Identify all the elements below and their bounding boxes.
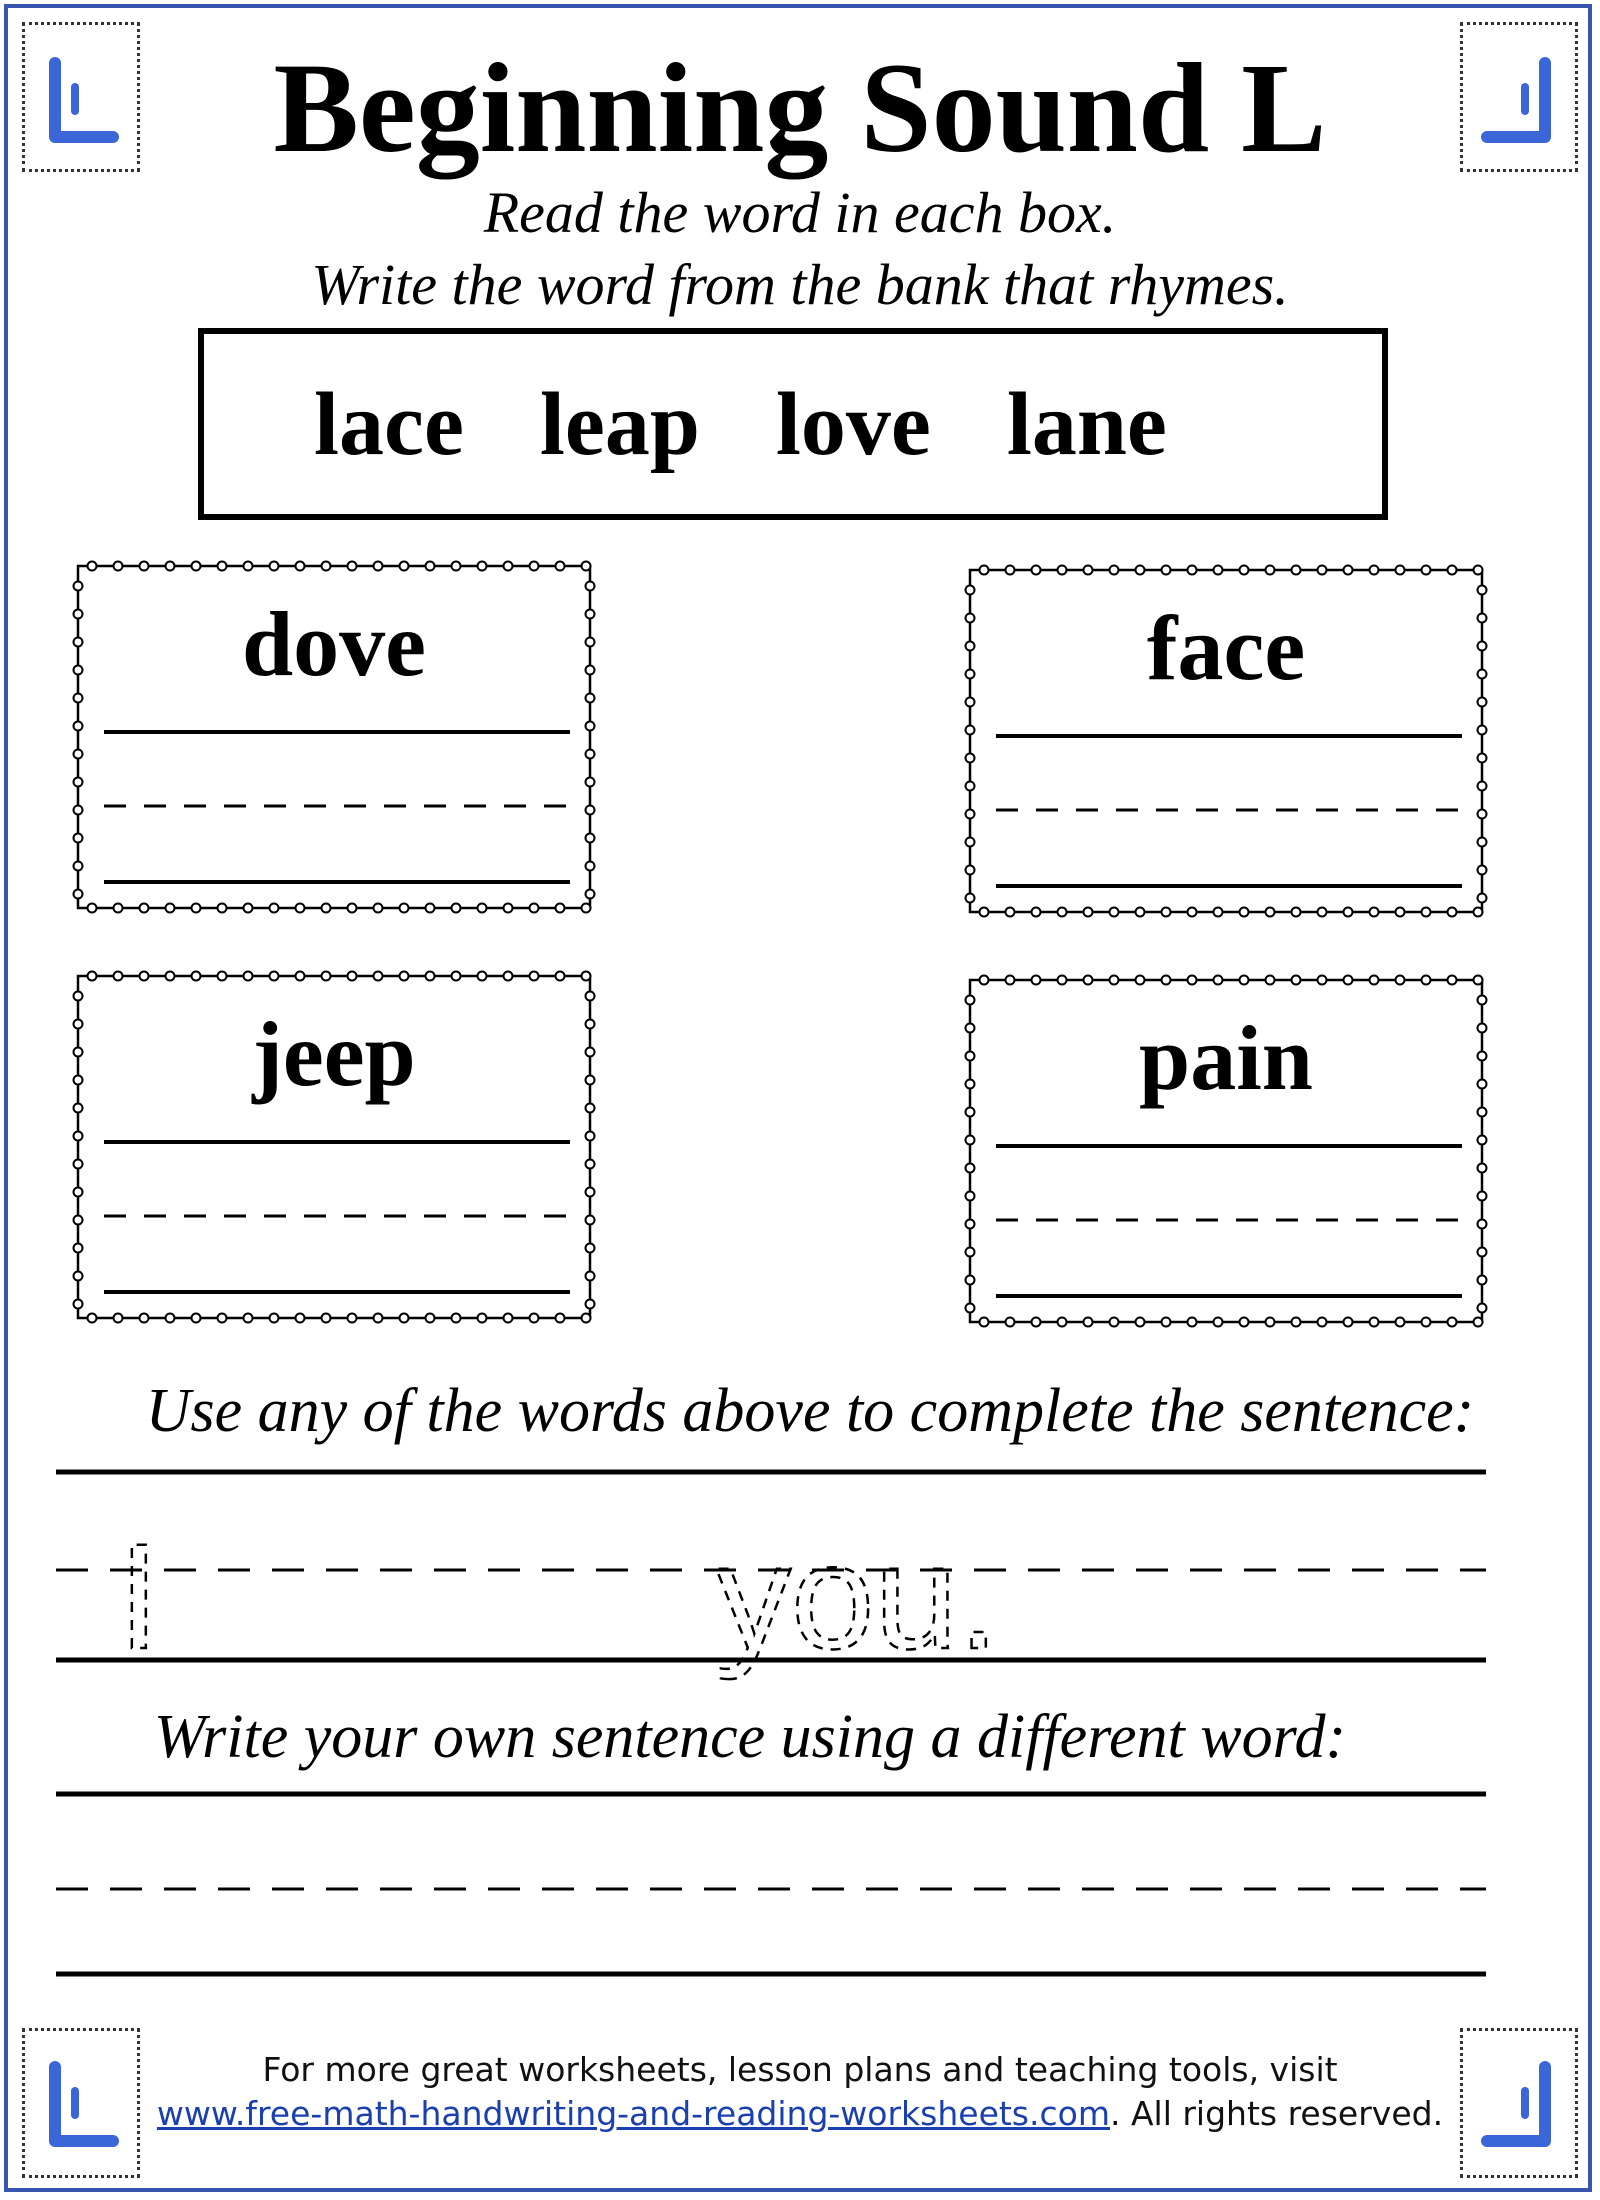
answer-lines[interactable]	[996, 556, 1466, 926]
bank-word: lane	[1006, 374, 1167, 474]
sentence-writing-area[interactable]	[56, 1460, 1486, 1690]
instruction-line-1: Read the word in each box.	[483, 180, 1117, 245]
footer-text: For more great worksheets, lesson plans and teaching tools, visit	[262, 2050, 1338, 2089]
card-word: jeep	[252, 1003, 416, 1105]
instruction-line-2: Write the word from the bank that rhymes.	[311, 252, 1289, 317]
footer	[0, 2048, 1600, 2136]
word-card	[956, 556, 1496, 926]
answer-lines[interactable]	[996, 966, 1466, 1336]
answer-lines[interactable]	[104, 552, 574, 922]
bank-word: love	[775, 374, 931, 474]
word-card	[956, 966, 1496, 1336]
sentence-prompt: Use any of the words above to complete the sentence:	[145, 1377, 1475, 1445]
card-word: pain	[1139, 1007, 1313, 1109]
page-title: Beginning Sound L	[273, 37, 1327, 179]
bank-word: leap	[539, 374, 700, 474]
bank-word: lace	[314, 374, 464, 474]
footer-link[interactable]: www.free-math-handwriting-and-reading-worksheets.com	[156, 2094, 1110, 2133]
footer-rights: . All rights reserved.	[1109, 2094, 1444, 2133]
own-sentence-prompt: Write your own sentence using a different word:	[153, 1703, 1347, 1771]
card-word: dove	[242, 593, 426, 695]
card-word: face	[1146, 597, 1306, 699]
answer-lines[interactable]	[104, 962, 574, 1332]
word-bank	[198, 328, 1388, 520]
trace-word-end: you.	[716, 1512, 1000, 1680]
word-card	[64, 962, 604, 1332]
trace-word-start: I	[118, 1512, 160, 1680]
word-card	[64, 552, 604, 922]
own-sentence-writing-area[interactable]	[56, 1784, 1486, 1984]
footer-line-2	[0, 2092, 1600, 2136]
